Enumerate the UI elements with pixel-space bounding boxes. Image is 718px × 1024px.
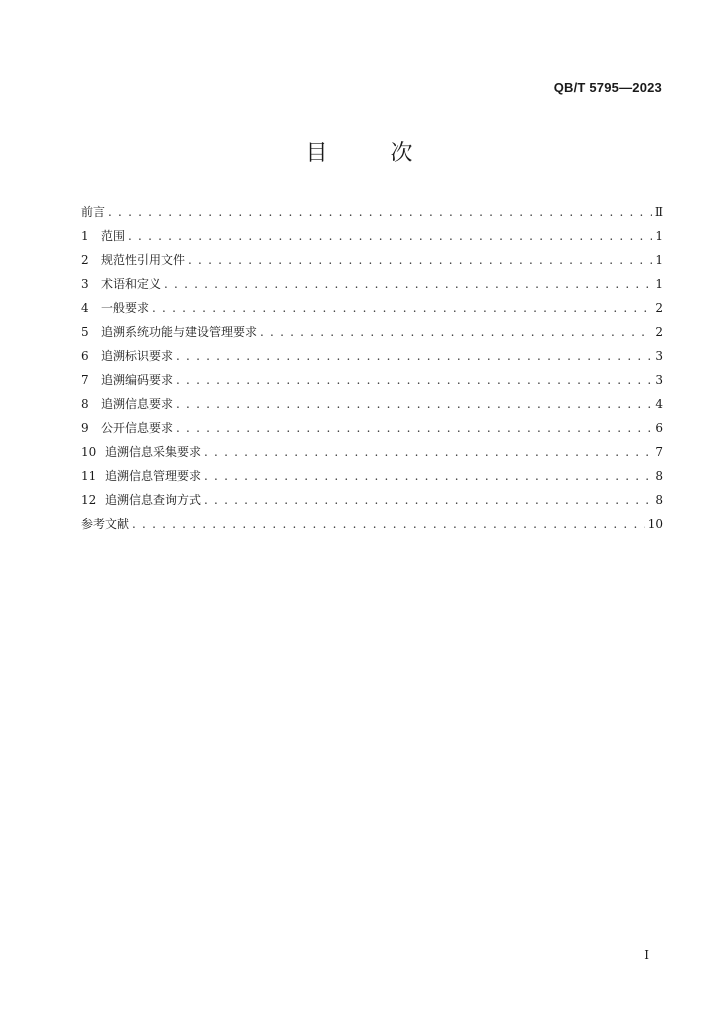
toc-entry-page: 6 — [655, 421, 663, 435]
toc-entry-page: 4 — [655, 397, 663, 411]
toc-entry-page: 3 — [655, 349, 663, 363]
page-title: 目 次 — [305, 141, 441, 166]
toc-entry[interactable] — [81, 248, 663, 272]
toc-entry-title: 追溯系统功能与建设管理要求 — [101, 325, 258, 339]
toc-entry-number: 2 — [81, 253, 89, 267]
toc-entry-number: 12 — [81, 493, 97, 507]
toc-entry-number: 11 — [81, 469, 97, 483]
toc-entry-page: 10 — [647, 517, 663, 531]
standard-code: QB/T 5795—2023 — [553, 80, 662, 95]
toc-entry-title: 范围 — [101, 229, 126, 243]
toc-entry[interactable] — [81, 488, 663, 512]
toc-entry-number: 3 — [81, 277, 89, 291]
toc-entry-number: 7 — [81, 373, 89, 387]
toc-entry-page: Ⅱ — [654, 205, 663, 219]
toc-entry-page: 2 — [655, 301, 663, 315]
toc-leader-dots — [204, 440, 652, 464]
toc-entry-title: 参考文献 — [81, 517, 130, 531]
toc-leader-dots — [188, 248, 652, 272]
toc-entry-page: 7 — [655, 445, 663, 459]
toc-entry[interactable] — [81, 368, 663, 392]
toc-entry-title: 追溯信息采集要求 — [105, 445, 202, 459]
toc-leader-dots — [260, 320, 652, 344]
toc-leader-dots — [164, 272, 652, 296]
toc-leader-dots — [152, 296, 652, 320]
toc-entry[interactable] — [81, 440, 663, 464]
toc-entry-page: 1 — [655, 277, 663, 291]
toc-entry-page: 3 — [655, 373, 663, 387]
toc-entry[interactable] — [81, 296, 663, 320]
toc-entry-number: 5 — [81, 325, 89, 339]
toc-entry-page: 1 — [655, 229, 663, 243]
toc-entry-page: 8 — [655, 493, 663, 507]
toc-leader-dots — [132, 512, 645, 536]
toc-entry-title: 公开信息要求 — [101, 421, 174, 435]
toc-entry-number: 1 — [81, 229, 89, 243]
toc-entry-page: 1 — [655, 253, 663, 267]
toc-entry-title: 术语和定义 — [101, 277, 162, 291]
toc-entry[interactable] — [81, 392, 663, 416]
toc-entry-number: 9 — [81, 421, 89, 435]
toc-entry-page: 8 — [655, 469, 663, 483]
toc-entry[interactable] — [81, 512, 663, 536]
toc-entry-title: 追溯信息管理要求 — [105, 469, 202, 483]
toc-entry[interactable] — [81, 464, 663, 488]
toc-leader-dots — [204, 488, 652, 512]
toc-entry-number: 4 — [81, 301, 89, 315]
toc-entry-title: 一般要求 — [101, 301, 150, 315]
toc-leader-dots — [108, 200, 652, 224]
toc-entry-number: 8 — [81, 397, 89, 411]
toc-entry-number: 6 — [81, 349, 89, 363]
toc-leader-dots — [128, 224, 652, 248]
toc-leader-dots — [176, 416, 652, 440]
toc-entry[interactable] — [81, 272, 663, 296]
toc-entry-number: 10 — [81, 445, 97, 459]
toc-entry-title: 追溯标识要求 — [101, 349, 174, 363]
toc-leader-dots — [204, 464, 652, 488]
toc-entry[interactable] — [81, 416, 663, 440]
table-of-contents — [81, 200, 663, 536]
toc-entry[interactable] — [81, 344, 663, 368]
toc-entry-page: 2 — [655, 325, 663, 339]
toc-leader-dots — [176, 344, 652, 368]
toc-entry-title: 追溯信息查询方式 — [105, 493, 202, 507]
toc-entry[interactable] — [81, 320, 663, 344]
toc-leader-dots — [176, 392, 652, 416]
toc-entry-title: 前言 — [81, 205, 106, 219]
toc-entry[interactable] — [81, 200, 663, 224]
toc-entry-title: 追溯编码要求 — [101, 373, 174, 387]
toc-leader-dots — [176, 368, 652, 392]
toc-entry[interactable] — [81, 224, 663, 248]
page-number: I — [644, 948, 649, 962]
toc-entry-title: 追溯信息要求 — [101, 397, 174, 411]
toc-entry-title: 规范性引用文件 — [101, 253, 186, 267]
